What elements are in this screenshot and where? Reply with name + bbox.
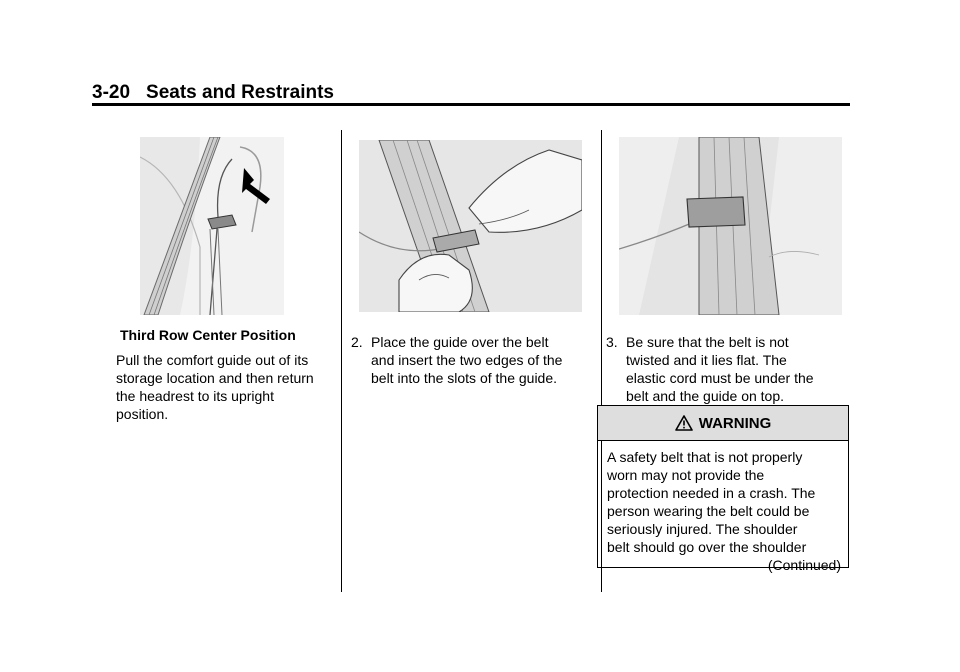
- step-2-number: 2.: [351, 334, 363, 350]
- column-divider-1: [341, 130, 342, 592]
- guide-placement-illustration: [359, 140, 582, 312]
- warning-continued: (Continued): [767, 557, 841, 573]
- warning-text: A safety belt that is not properly worn may not provide the protection needed in a crash. The person wearing the belt could be seriously injured. The shoulder belt should go over the shoulder: [607, 449, 816, 555]
- header-rule: [92, 103, 850, 106]
- section-title: Seats and Restraints: [146, 82, 334, 103]
- step-3-number: 3.: [606, 334, 618, 350]
- step-3: 3. Be sure that the belt is not twisted and it lies flat. The elastic cord must be under the belt and the guide on top.: [606, 334, 814, 404]
- warning-box: [597, 405, 849, 573]
- step-2: 2. Place the guide over the belt and insert the two edges of the belt into the slots of the guide.: [351, 334, 563, 386]
- warning-title: WARNING: [698, 414, 772, 432]
- page-number: 3-20: [92, 82, 131, 103]
- figure-place-guide: [359, 140, 582, 312]
- page-header: [92, 82, 334, 104]
- figure-third-row-seat: [140, 137, 284, 315]
- seat-illustration: [140, 137, 284, 315]
- column1-paragraph: Pull the comfort guide out of its storage location and then return the headrest to its upright position.: [116, 352, 314, 422]
- figure-belt-flat: [619, 137, 842, 315]
- warning-header: [598, 406, 848, 441]
- belt-flat-illustration: [619, 137, 842, 315]
- warning-triangle-icon: [675, 415, 693, 431]
- figure-caption: Third Row Center Position: [120, 327, 296, 343]
